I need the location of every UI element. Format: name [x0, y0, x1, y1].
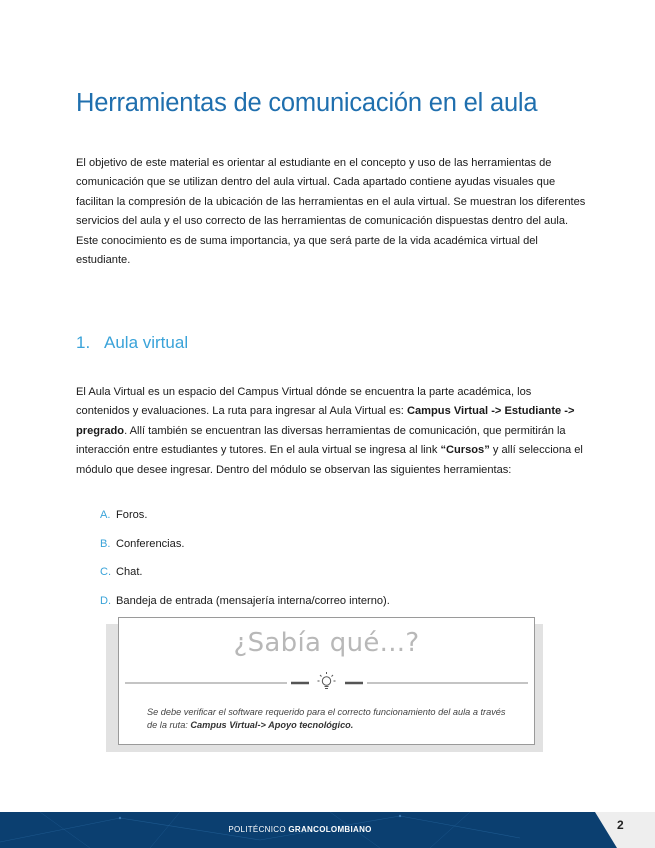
- callout-title: ¿Sabía qué...?: [233, 628, 420, 658]
- callout-text: [147, 706, 517, 731]
- access-route: Campus Virtual -> Estudiante -> pregrado: [76, 405, 575, 437]
- lightbulb-icon: [318, 672, 336, 689]
- section-text-1: El Aula Virtual es un espacio del Campus Virtual dónde se encuentra la parte académica, los contenidos y evaluaciones. La ruta para ingresar al Aula Virtual es:: [76, 386, 532, 418]
- courses-link-label: “Cursos”: [440, 444, 490, 457]
- list-item-letter: D.: [100, 594, 112, 607]
- support-route: Campus Virtual-> Apoyo tecnológico.: [190, 719, 354, 730]
- list-item-label: Foros.: [116, 509, 148, 521]
- footer-bar: [0, 812, 655, 848]
- page-number-tab: [595, 812, 655, 848]
- did-you-know-callout: [118, 617, 535, 745]
- list-item-letter: A.: [100, 509, 111, 521]
- section-number: 1.: [76, 333, 91, 352]
- section-paragraph: [76, 383, 586, 480]
- page-title: Herramientas de comunicación en el aula: [76, 89, 538, 117]
- footer-brand-light: POLITÉCNICO: [228, 825, 289, 834]
- list-item: [100, 537, 390, 566]
- callout-body: Se debe verificar el software requerido para el correcto funcionamiento del aula a través de la ruta:: [147, 707, 506, 730]
- list-item-label: Conferencias.: [116, 537, 185, 550]
- footer-brand-bold: GRANCOLOMBIANO: [288, 825, 372, 834]
- list-item-label: Chat.: [116, 566, 143, 579]
- intro-paragraph: El objetivo de este material es orientar al estudiante en el concepto y uso de las herramientas de comunicación que se utilizan dentro del aula virtual. Cada apartado contiene ayudas visuales que facilitan la compresión de la ubicación de las herramientas en el aula virtual. Se muestran los diferentes servicios del aula y el uso correcto de las herramientas de comunicación dispuestas dentro del aula. Este conocimiento es de suma importancia, ya que será parte de la vida académica virtual del estudiante.: [76, 157, 586, 267]
- callout-divider: [125, 670, 528, 694]
- tool-list: [100, 508, 390, 622]
- list-item-label: Bandeja de entrada (mensajería interna/correo interno).: [116, 594, 390, 607]
- page-number: 2: [617, 818, 624, 832]
- section-text-2: . Allí también se encuentran las diversas herramientas de comunicación, que permitirán la interacción entre estudiantes y tutores. En el aula virtual se ingresa al link: [76, 424, 566, 457]
- list-item: [100, 508, 390, 537]
- section-heading: [76, 332, 188, 354]
- list-item: [100, 565, 390, 594]
- list-item-letter: C.: [100, 566, 112, 579]
- section-text-3: y allí selecciona el módulo que desee ingresar. Dentro del módulo se observan las siguientes herramientas:: [76, 444, 583, 476]
- list-item-letter: B.: [100, 537, 111, 550]
- section-title: Aula virtual: [104, 333, 189, 352]
- footer-brand: [0, 824, 600, 836]
